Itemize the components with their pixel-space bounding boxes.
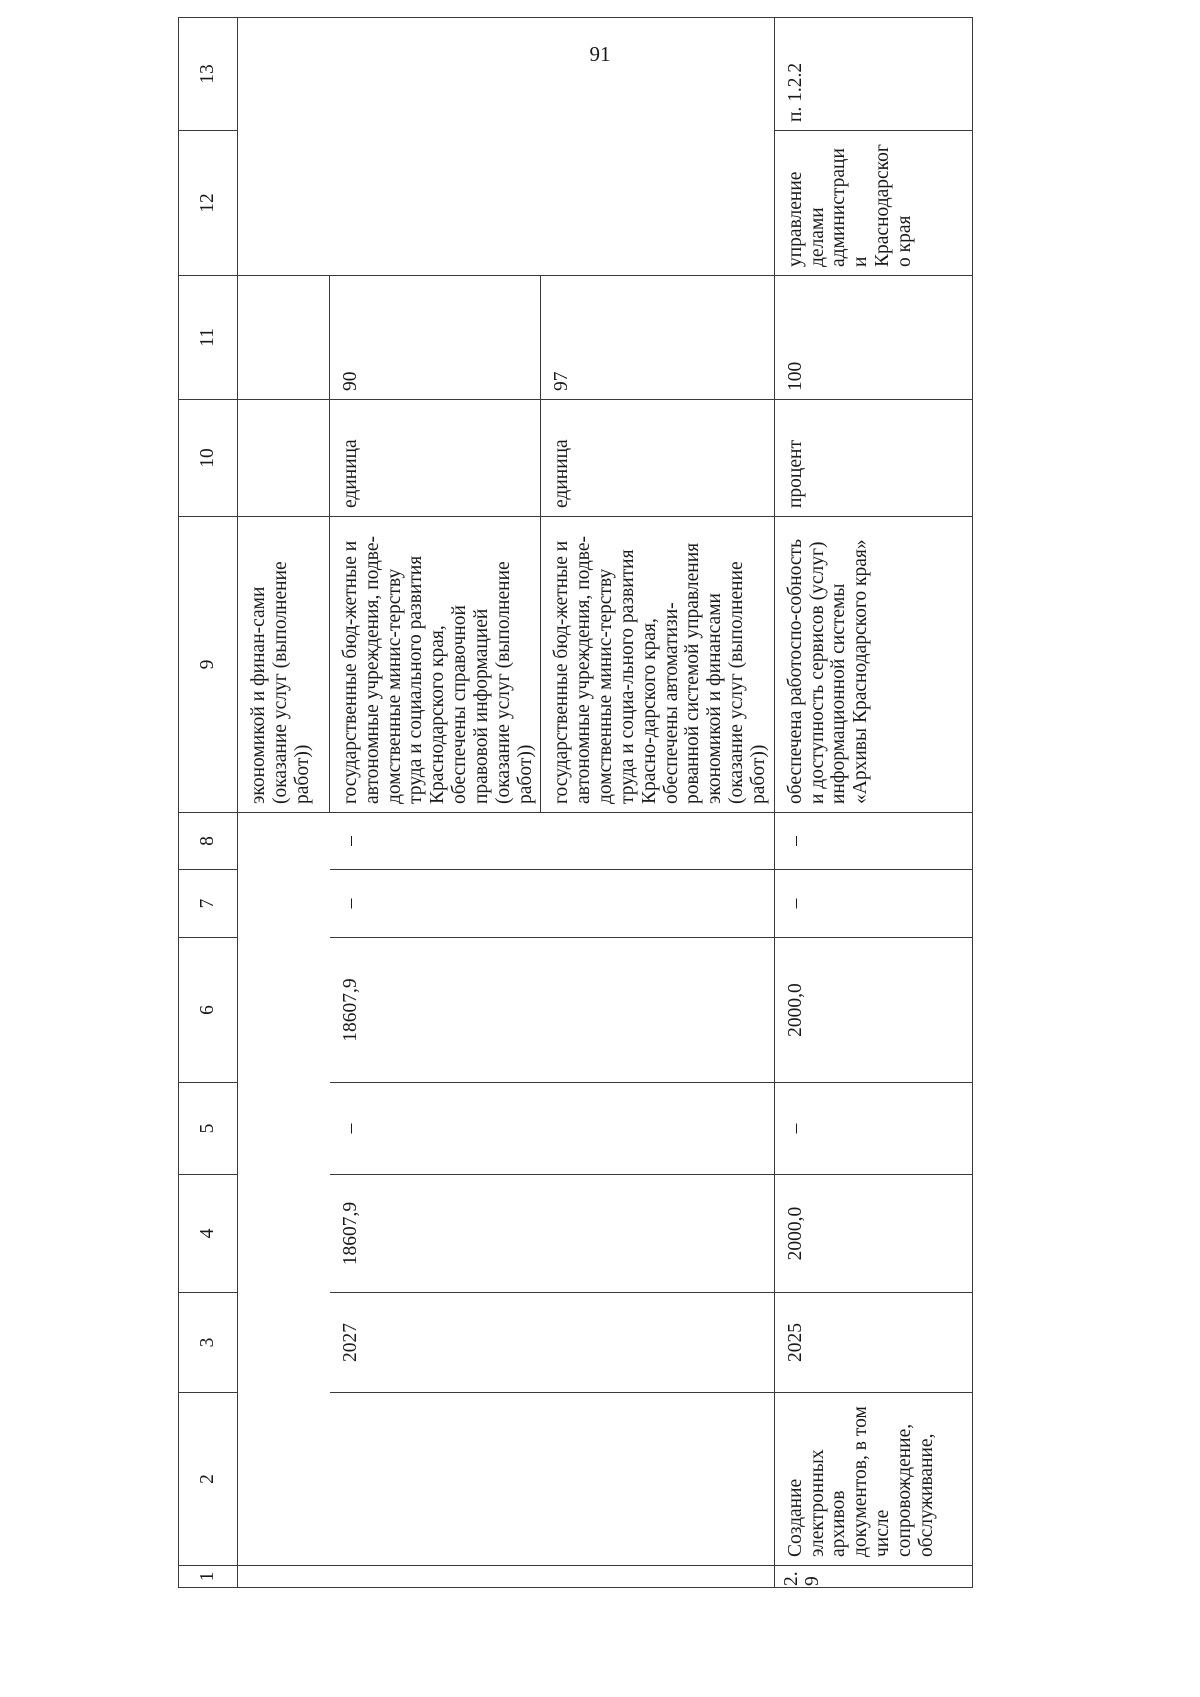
row-2-9-federal: – [774,1083,972,1175]
col-header-6: 6 [179,938,238,1083]
col-header-8: 8 [179,813,238,870]
row-2-9-unit: процент [774,400,972,517]
col-header-2: 2 [179,1393,238,1566]
col-header-13: 13 [179,18,238,131]
row-2027-result-1-text: государственные бюд-жетные и автономные учреждения, подве-домственные минис-терству труда и социального развития Краснодарского края, обеспечены справочной правовой информацией (оказание услуг (выполнение работ)) [330,517,541,813]
row-2027-federal: – [330,1083,775,1175]
row-2-9-reference: п. 1.2.2 [774,18,972,131]
col-header-12: 12 [179,131,238,276]
row-2-9-extra: – [774,813,972,870]
row-2027-regional: 18607,9 [330,938,775,1083]
col-header-7: 7 [179,870,238,938]
row-2027-result-1-unit: единица [330,400,541,517]
program-table [178,17,973,1588]
cont-cell-12-13 [238,18,775,276]
col-header-4: 4 [179,1175,238,1293]
row-2-9-number: 2.9 [774,1566,972,1588]
row-2-9-year: 2025 [774,1293,972,1393]
row-2027-local: – [330,870,775,938]
row-2-9-total: 2000,0 [774,1175,972,1293]
row-2027-cell-1 [330,1566,775,1588]
row-2-9-executor: управление делами администрации Краснодарского края [774,131,972,276]
cont-cell-11 [238,276,330,400]
row-2027-total: 18607,9 [330,1175,775,1293]
col-header-3: 3 [179,1293,238,1393]
row-2027-year: 2027 [330,1293,775,1393]
row-2027-result-2-unit: единица [541,400,774,517]
column-number-row [179,18,238,1588]
cont-cell-1 [238,1566,330,1588]
col-header-9: 9 [179,517,238,813]
row-2-9 [774,18,972,1588]
row-2027-extra: – [330,813,775,870]
cont-result-text: экономикой и финан-сами (оказание услуг (выполнение работ)) [238,517,330,813]
row-2-9-name: Создание электронных архивов документов, в том числе сопровождение, обслуживание, [774,1393,972,1566]
col-header-10: 10 [179,400,238,517]
cont-cell-blank [238,813,330,1566]
col-header-11: 11 [179,276,238,400]
page-number: 91 [589,42,611,66]
col-header-1: 1 [179,1566,238,1588]
row-2-9-regional: 2000,0 [774,938,972,1083]
row-2-9-value: 100 [774,276,972,400]
row-2027-result-2-text: государственные бюд-жетные и автономные учреждения, подве-домственные минис-терству труда и социа-льного развития Красно-дарского края, обеспечены автоматизи-рованной системой управления экономикой и финансами (оказание услуг (выполнение работ)) [541,517,774,813]
cont-cell-10 [238,400,330,517]
continuation-row [238,18,330,1588]
col-header-5: 5 [179,1083,238,1175]
row-2027-result-2-value: 97 [541,276,774,400]
rotated-table-container [178,62,1158,1588]
row-2027-cell-2 [330,1393,775,1566]
row-2-9-result-text: обеспечена работоспо-собность и доступность сервисов (услуг) информационной системы «Архивы Краснодарского края» [774,517,972,813]
row-2027-result-1-value: 90 [330,276,541,400]
row-2-9-local: – [774,870,972,938]
